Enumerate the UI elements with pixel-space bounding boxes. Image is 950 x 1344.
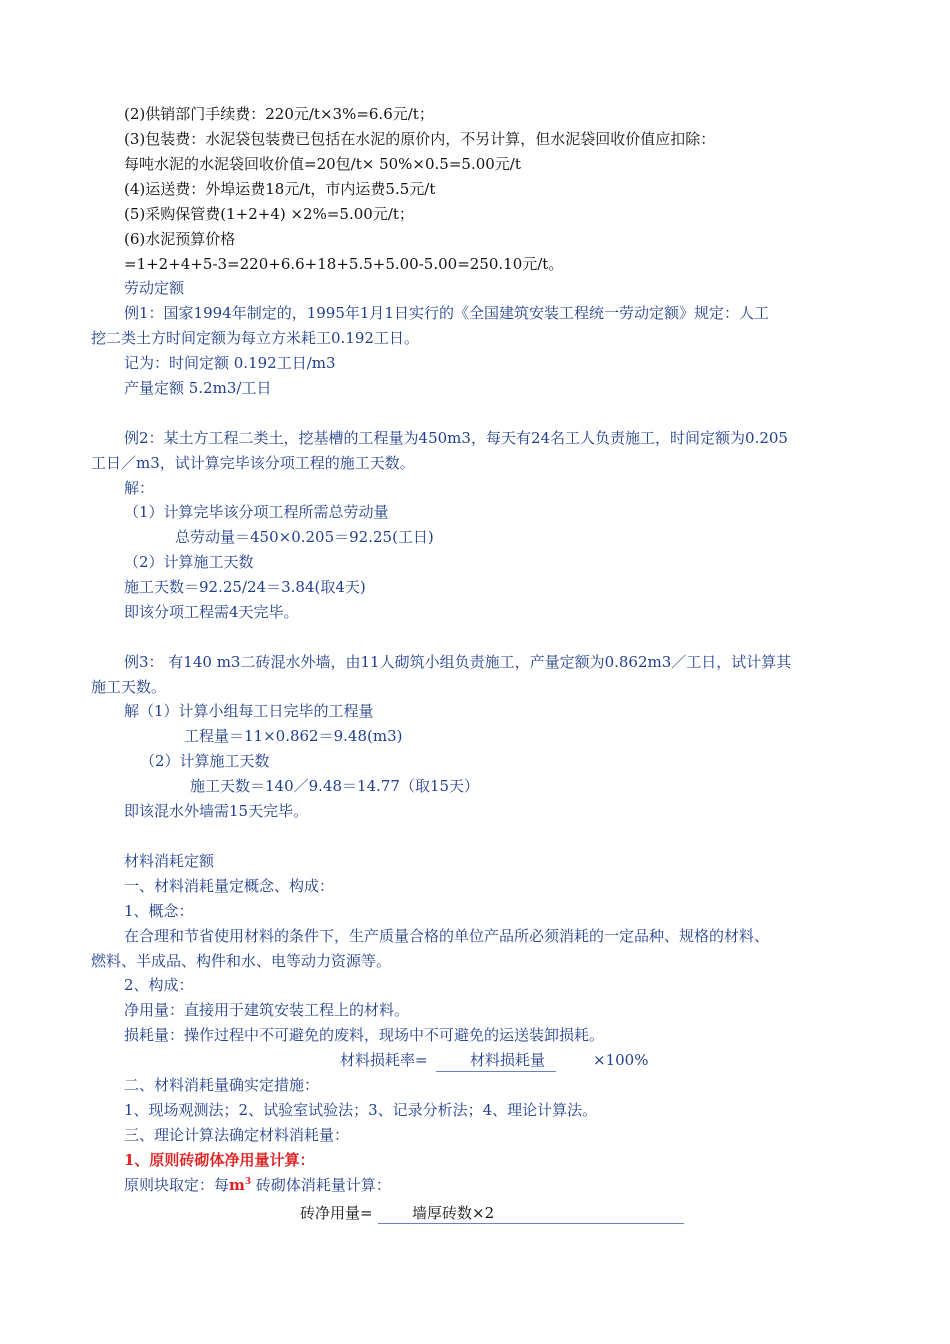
text-line: =1+2+4+5-3=220+6.6+18+5.5+5.00-5.00=250.10元/t。 [124, 255, 564, 273]
text-line: 工程量＝11×0.862＝9.48(m3) [184, 727, 403, 745]
standard-block-unit: $m^3$ [229, 1176, 252, 1194]
text-line: 例1：国家1994年制定的，1995年1月1日实行的《全国建筑安装工程统一劳动定额》规定：人工 [124, 304, 769, 322]
text-line: (3)包装费：水泥袋包装费已包括在水泥的原价内，不另计算，但水泥袋回收价值应扣除： [124, 130, 716, 148]
text-line: 燃料、半成品、构件和水、电等动力资源等。 [91, 952, 392, 970]
loss-rate-fraction-bar [436, 1071, 556, 1072]
text-line: 一、材料消耗量定概念、构成： [124, 877, 335, 895]
text-line: 净用量：直接用于建筑安装工程上的材料。 [124, 1001, 410, 1019]
text-line: 在合理和节省使用材料的条件下，生产质量合格的单位产品所必须消耗的一定品种、规格的材料、 [124, 927, 770, 945]
text-line: 产量定额 5.2m3/工日 [124, 379, 272, 397]
standard-block-prefix: 原则块取定：每 [124, 1176, 230, 1194]
loss-rate-multiplier: ×100% [593, 1051, 649, 1069]
text-line: （2）计算施工天数 [140, 752, 270, 770]
text-line: 每吨水泥的水泥袋回收价值=20包/t× 50%×0.5=5.00元/t [124, 155, 521, 173]
text-line: 材料消耗定额 [124, 852, 215, 870]
text-line: (2)供销部门手续费：220元/t×3%=6.6元/t； [124, 105, 434, 123]
text-line: (4)运送费：外埠运费18元/t，市内运费5.5元/t [124, 180, 436, 198]
text-line: （1）计算完毕该分项工程所需总劳动量 [124, 503, 389, 521]
text-line: 2、构成： [124, 976, 194, 994]
text-line: 施工天数＝140／9.48＝14.77（取15天） [190, 777, 480, 795]
brick-net-fraction-bar [378, 1223, 684, 1224]
text-line: 三、理论计算法确定材料消耗量： [124, 1126, 350, 1144]
brick-net-label: 砖净用量= [300, 1204, 373, 1222]
text-line: 即该分项工程需4天完毕。 [124, 603, 299, 621]
text-line: (5)采购保管费(1+2+4) ×2%=5.00元/t； [124, 205, 414, 223]
text-line: 工日／m3，试计算完毕该分项工程的施工天数。 [91, 454, 415, 472]
text-line: 解（1）计算小组每工日完毕的工程量 [124, 702, 374, 720]
text-line: 即该混水外墙需15天完毕。 [124, 802, 309, 820]
brick-net-numerator: 墙厚砖数×2 [412, 1204, 495, 1222]
text-line: 施工天数。 [91, 678, 167, 696]
text-line: 施工天数＝92.25/24＝3.84(取4天) [124, 578, 366, 596]
text-line: 二、材料消耗量确实定措施： [124, 1076, 320, 1094]
loss-rate-label: 材料损耗率= [340, 1051, 428, 1069]
text-line: 挖二类土方时间定额为每立方米耗工0.192工日。 [91, 329, 419, 347]
text-line: （2）计算施工天数 [124, 553, 254, 571]
text-line: 1、原则砖砌体净用量计算： [124, 1151, 315, 1169]
standard-block-suffix: 砖砌体消耗量计算： [251, 1176, 391, 1194]
standard-block-line [124, 1175, 391, 1195]
text-line: 损耗量：操作过程中不可避免的废料，现场中不可避免的运送装卸损耗。 [124, 1026, 605, 1044]
text-line: 解： [124, 479, 155, 497]
text-line: 1、现场观测法；2、试验室试验法；3、记录分析法；4、理论计算法。 [124, 1101, 598, 1119]
text-line: 记为：时间定额 0.192工日/m3 [124, 354, 336, 372]
text-line: (6)水泥预算价格 [124, 230, 236, 248]
loss-rate-numerator: 材料损耗量 [470, 1051, 546, 1069]
text-line: 1、概念： [124, 902, 194, 920]
text-line: 总劳动量＝450×0.205＝92.25(工日) [175, 528, 434, 546]
text-line: 例2：某土方工程二类土，挖基槽的工程量为450m3，每天有24名工人负责施工，时间定额为0.205 [124, 429, 788, 447]
text-line: 劳动定额 [124, 279, 185, 297]
text-line: 例3： 有140 m3二砖混水外墙，由11人砌筑小组负责施工，产量定额为0.862m3／工日，试计算其 [124, 653, 792, 671]
